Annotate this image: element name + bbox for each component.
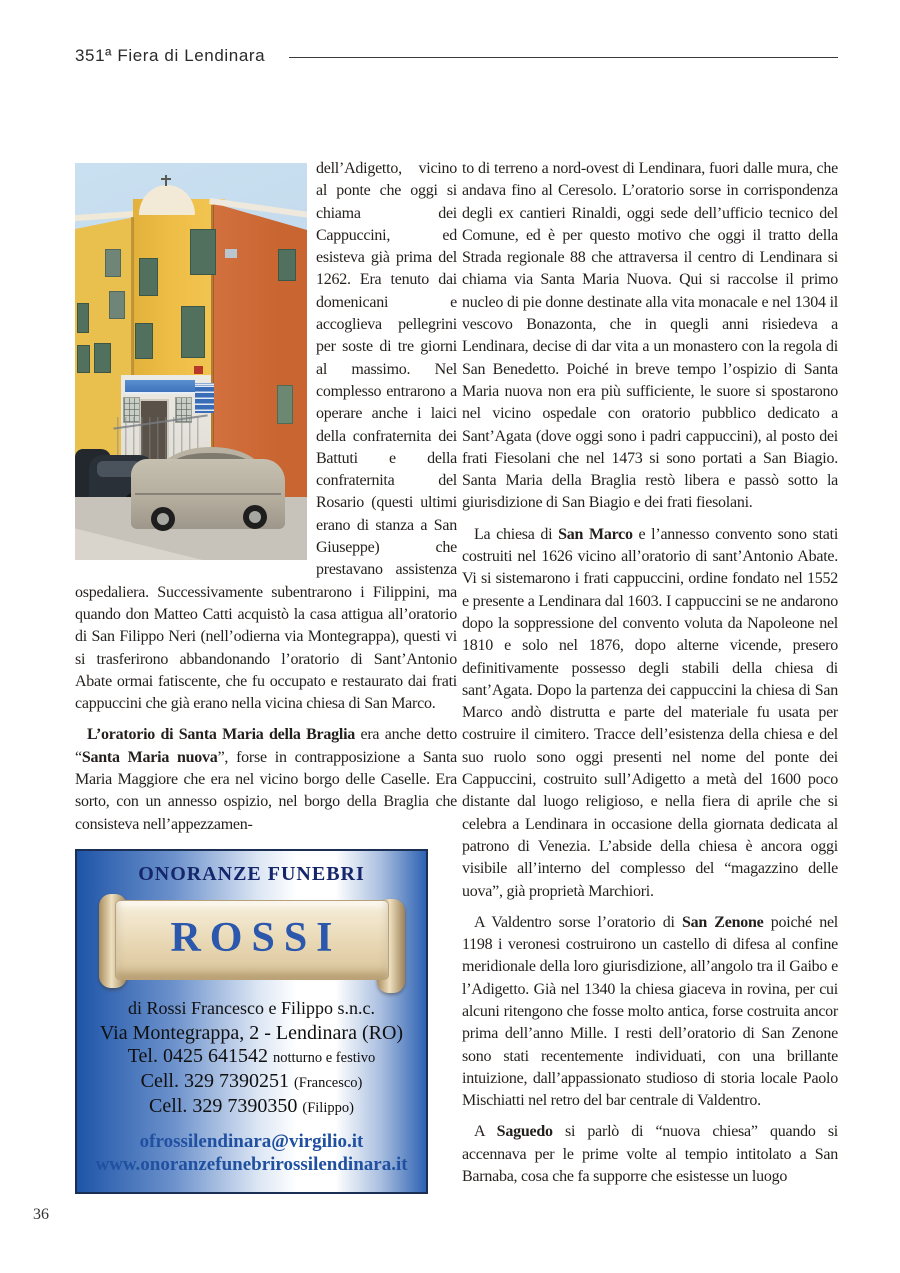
left-column	[75, 158, 457, 1197]
roof-ornament	[161, 178, 171, 180]
window	[77, 303, 89, 333]
ad-cell-1-note: (Francesco)	[293, 1074, 363, 1091]
gable	[139, 185, 195, 215]
street-photo	[75, 163, 307, 560]
paragraph: La chiesa di San Marco e l’annesso convento sono stati costruiti nel 1626 vicino all’oratorio di sant’Antonio Abate. Vi si sistemarono i frati cappuccini, ordine fondato nel 1552 e presente a Lendinara dal 1603. I cappuccini se ne andarono dopo la soppressione del convento voluta da Napoleone nel 1810 e solo nel 1876, dopo alterne vicende, presero definitivamente possesso degli stabili della chiesa di sant’Agata. Dopo la partenza dei cappuccini la chiesa di San Marco andò distrutta e parte del materiale fu usata per costruire il cimitero. Tracce dell’esistenza della chiesa e del suo ruolo sono oggi presenti nel nome del ponte dei Cappuccini, costruito sull’Adigetto a metà del 1600 poco distante dal luogo religioso, e nella fiera di aprile che si celebra a Lendinara in occasione della giornata dedicata al patrono di Venezia. L’abside della chiesa è ancora oggi visibile all’interno del complesso del “magazzino delle uova”, già proprietà Marchiori.	[462, 525, 839, 900]
funeral-services-advertisement	[75, 849, 428, 1194]
ad-category: ONORANZE FUNEBRI	[138, 862, 365, 885]
page-number: 36	[33, 1206, 49, 1223]
wall-plaque	[225, 249, 237, 258]
window	[190, 229, 216, 275]
car-detail	[135, 493, 281, 495]
hubcap	[157, 513, 169, 525]
ad-website: www.onoranzefunebrirossilendinara.it	[95, 1153, 408, 1175]
blue-sign	[193, 379, 216, 417]
page-header-title: 351ª Fiera di Lendinara	[75, 46, 266, 65]
window	[94, 343, 111, 373]
window	[105, 249, 121, 277]
hubcap	[249, 511, 261, 523]
ad-email: ofrossilendinara@virgilio.it	[139, 1130, 364, 1152]
roof-ornament	[165, 175, 167, 186]
paragraph: L’oratorio di Santa Maria della Braglia era anche detto “Santa Maria nuova”, forse in contrapposizione a Santa Maria Maggiore che era nel vicino borgo delle Caselle. Era sorto, con un annesso ospizio, nel borgo della Braglia che consisteva nell’appezzamen-	[75, 726, 457, 833]
paragraph: A Saguedo si parlò di “nuova chiesa” quando si accennava per le prime volte al tempio intitolato a San Barnaba, cosa che fa supporre che esistesse un luogo	[462, 1123, 839, 1186]
paragraph: to di terreno a nord-ovest di Lendinara, fuori dalle mura, che andava fino al Ceresolo. L’oratorio sorse in corrispondenza degli ex cantieri Rinaldi, oggi sede dell’ufficio tecnico del Comune, ed è per questo motivo che oggi il tratto della Strada regionale 88 che attraversa il centro di Lendinara si chiama via Santa Maria Nuova. Qui si raccolse il primo nucleo di pie donne destinate alla vita monacale e nel 1304 il vescovo Bonazonta, che in quegli anni risiedeva a Lendinara, decise di dar vita a un monastero con la regola di San Benedetto. Poiché in breve tempo l’ospizio di Santa Maria nuova non era più sufficiente, le suore si spostarono nel vicino ospedale con oratorio pubblico dedicato a Sant’Agata (dove oggi sono i padri cappuccini), al posto dei frati Fiesolani che nel 1473 si sono portati a San Biagio. Santa Maria della Braglia restò libera e passò sotto la giurisdizione di San Biagio e dei frati fiesolani.	[462, 160, 838, 512]
window	[181, 306, 205, 358]
ad-cell-line	[77, 1095, 426, 1120]
window	[77, 345, 90, 373]
ad-cell-2-note: (Filippo)	[302, 1099, 354, 1116]
ad-phone: Tel. 0425 641542	[127, 1044, 268, 1067]
article-columns	[75, 158, 838, 1197]
header-rule	[289, 57, 838, 58]
right-column	[462, 158, 838, 1197]
blue-awning	[125, 380, 195, 394]
paragraph: A Valdentro sorse l’oratorio di San Zenone poiché nel 1198 i veronesi costruirono un castello di difesa al confine meridionale della loro giurisdizione, all’angolo tra il Gaibo e l’Adigetto. Già nel 1340 la chiesa giaceva in rovina, per cui alcuni ritengono che fosse molto antica, forse costruita ancor prima dell’anno Mille. I resti dell’oratorio di San Zenone sono stati recentemente individuati, con una brillante intuizione, dall’appassionato studioso di storia locale Paolo Mischiatti nel retro del bar centrale di Valdentro.	[462, 913, 838, 1110]
ad-phone-line	[77, 1045, 426, 1070]
ad-phone-note: notturno e festivo	[272, 1049, 376, 1066]
ad-cell-2: Cell. 329 7390350	[149, 1094, 298, 1117]
paragraph: dell’Adigetto, vicino al ponte che oggi si chiama dei Cappuccini, ed esisteva già prima del 1262. Era tenuto dai domenicani e accoglieva pellegrini per soste di tre giorni al massimo. Nel complesso entrarono a operare anche i laici della confraternita dei Battuti e della confraternita del Rosario (questi ultimi erano di stanza a San Giuseppe) che prestavano assistenza ospedaliera. Successivamente subentrarono i Filippini, ma quando don Matteo Catti acquistò la casa attigua all’oratorio di San Filippo Neri (nell’odierna via Montegrappa), questi vi si trasferirono abbandonando l’oratorio di Sant’Antonio Abate ormai fatiscente, che fu occupato e restaurato dai frati cappuccini che già erano nella vicina chiesa di San Marco.	[75, 160, 457, 713]
ad-subtitle: di Rossi Francesco e Filippo s.n.c.	[128, 997, 375, 1018]
scroll-banner	[99, 894, 405, 988]
window	[277, 385, 293, 424]
ad-brand-name: ROSSI	[170, 914, 342, 961]
window	[278, 249, 296, 281]
window	[109, 291, 125, 319]
window	[139, 258, 158, 296]
ad-address: Via Montegrappa, 2 - Lendinara (RO)	[99, 1021, 404, 1044]
page-header	[75, 46, 838, 66]
ad-cell-1: Cell. 329 7390251	[140, 1069, 289, 1092]
ad-cell-line	[77, 1070, 426, 1095]
window	[135, 323, 153, 359]
red-sign	[194, 366, 203, 374]
